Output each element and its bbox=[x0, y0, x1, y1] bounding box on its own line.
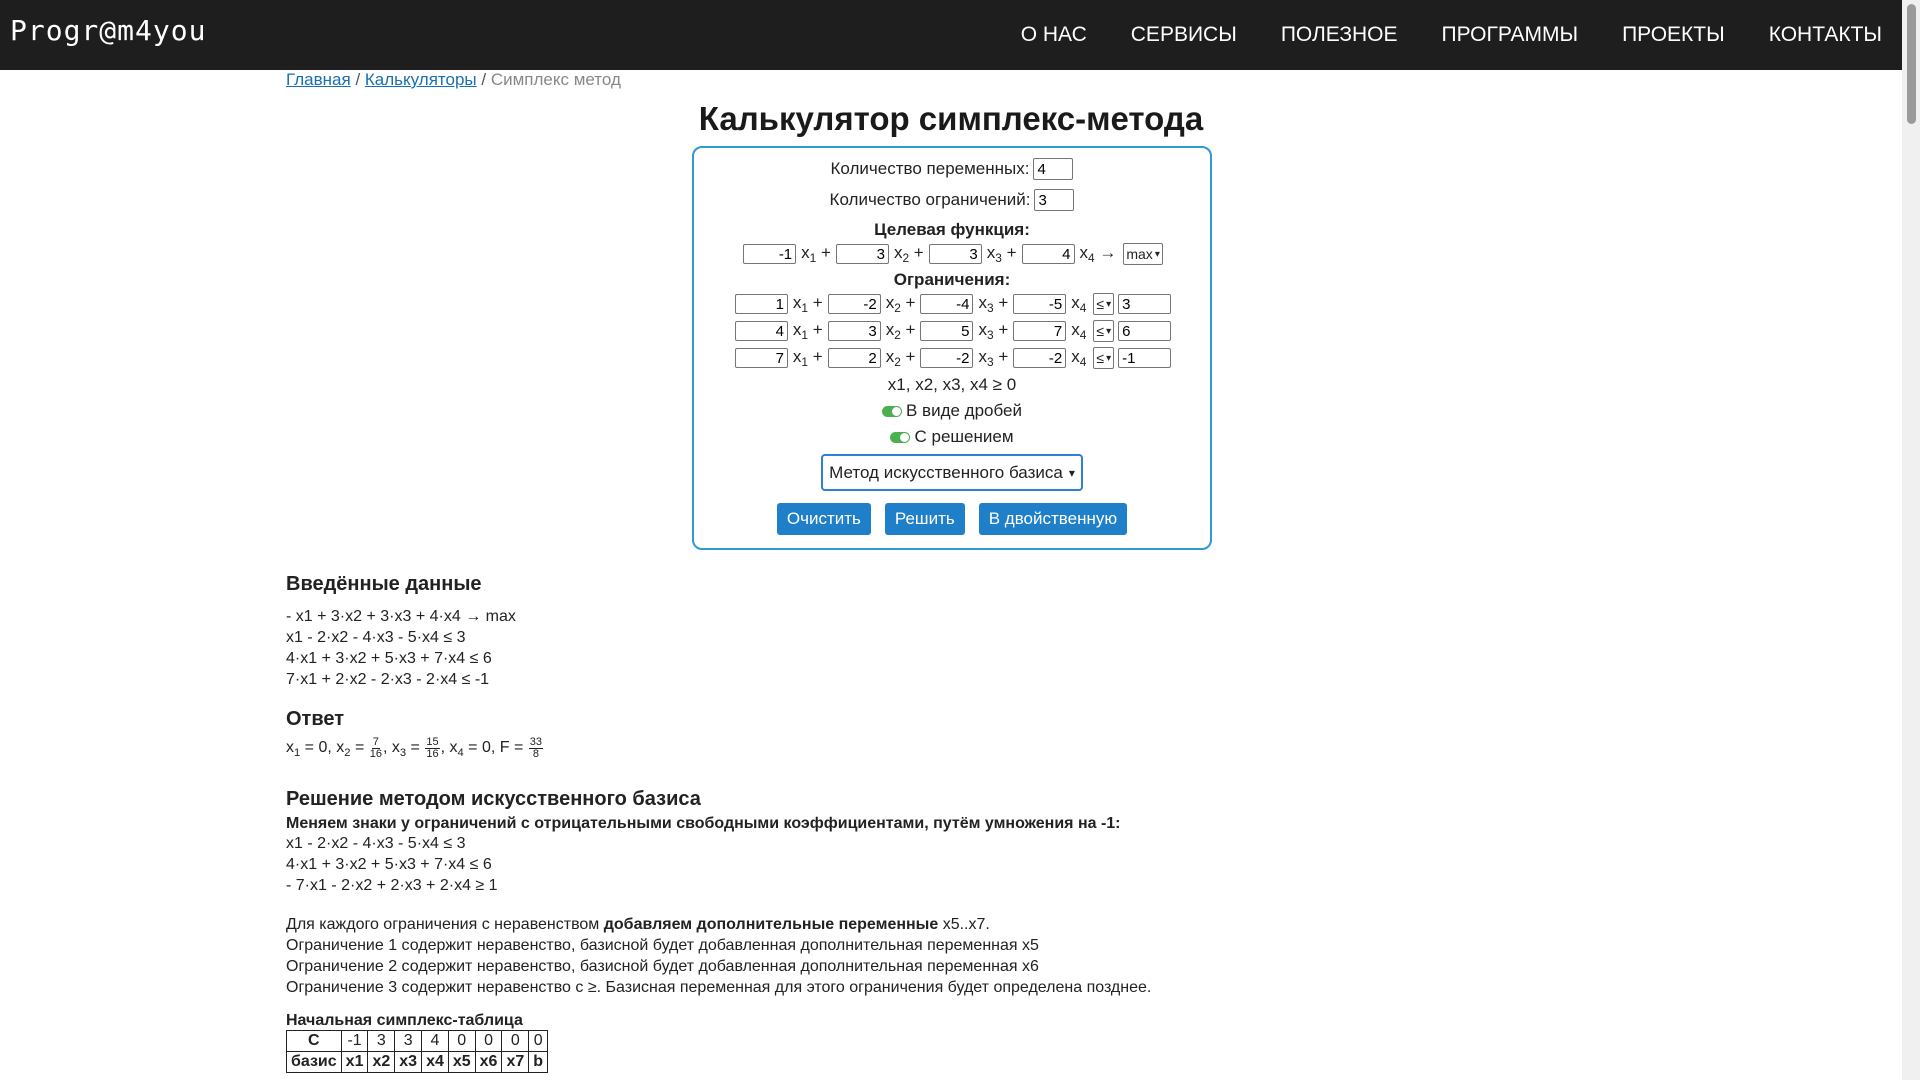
num-constraints-row bbox=[694, 189, 1210, 211]
step1-line: - 7·x1 - 2·x2 + 2·x3 + 2·x4 ≥ 1 bbox=[286, 877, 498, 894]
calculator-panel bbox=[692, 146, 1212, 550]
constraint-3-rhs[interactable] bbox=[1118, 348, 1171, 368]
toggle-solution-row bbox=[694, 427, 1210, 447]
answer-x3-fraction bbox=[425, 737, 439, 760]
solution-section bbox=[286, 788, 1586, 1073]
constraint-1-coef-x3[interactable] bbox=[920, 294, 973, 314]
num-constraints-label: Количество ограничений: bbox=[829, 190, 1031, 209]
objective-row bbox=[694, 243, 1210, 265]
step2-line: Ограничение 3 содержит неравенство с ≥. Базисная переменная для этого ограничения будет определена позднее. bbox=[286, 979, 1152, 996]
answer-x2-fraction bbox=[370, 737, 382, 760]
constraint-1-sign-value: ≤ bbox=[1096, 296, 1105, 312]
constraint-3-coef-x4[interactable] bbox=[1013, 348, 1066, 368]
answer-section bbox=[286, 708, 544, 760]
table-cell: 0 bbox=[475, 1031, 502, 1052]
step1-line: x1 - 2·x2 - 4·x3 - 5·x4 ≤ 3 bbox=[286, 835, 466, 852]
var-x3-label: $x_3$ + bbox=[978, 320, 1009, 342]
constraint-3-sign-select[interactable] bbox=[1093, 347, 1114, 369]
table-cell: x3 bbox=[395, 1052, 422, 1073]
nonnegativity-line: x1, x2, x3, x4 ≥ 0 bbox=[887, 375, 1017, 394]
table-cell: x5 bbox=[448, 1052, 475, 1073]
answer-x3: , $x_3$ = bbox=[382, 738, 425, 759]
top-navbar bbox=[0, 0, 1902, 70]
objective-label: Целевая функция: bbox=[874, 220, 1030, 239]
constraint-row-1 bbox=[694, 293, 1210, 315]
table-cell: -1 bbox=[341, 1031, 368, 1052]
objective-coef-x2[interactable] bbox=[836, 244, 889, 264]
breadcrumb-calculators[interactable]: Калькуляторы bbox=[364, 70, 477, 89]
num-constraints-input[interactable] bbox=[1034, 189, 1074, 211]
table-row bbox=[287, 1031, 548, 1052]
answer-x2: $x_2$ = bbox=[336, 738, 369, 759]
table-cell: базис bbox=[287, 1052, 342, 1073]
input-data-title: Введённые данные bbox=[286, 573, 482, 595]
dual-button[interactable]: В двойственную bbox=[979, 503, 1127, 535]
toggle-solution-label: С решением bbox=[914, 427, 1014, 446]
constraint-1-rhs[interactable] bbox=[1118, 294, 1171, 314]
table-cell: 4 bbox=[422, 1031, 449, 1052]
method-select-value: Метод искусственного базиса bbox=[829, 462, 1063, 482]
table-cell: 0 bbox=[502, 1031, 529, 1052]
clear-button[interactable]: Очистить bbox=[777, 503, 871, 535]
table-cell: 3 bbox=[395, 1031, 422, 1052]
nav-contacts[interactable]: КОНТАКТЫ bbox=[1768, 23, 1882, 46]
objective-coef-x4[interactable] bbox=[1022, 244, 1075, 264]
constraint-3-coef-x1[interactable] bbox=[735, 348, 788, 368]
answer-title: Ответ bbox=[286, 708, 345, 730]
input-line: - x1 + 3·x2 + 3·x3 + 4·x4 → max bbox=[286, 608, 516, 625]
constraint-row-2 bbox=[694, 320, 1210, 342]
constraint-2-coef-x1[interactable] bbox=[735, 321, 788, 341]
solve-button[interactable]: Решить bbox=[885, 503, 965, 535]
var-x1-label: $x_1$ + bbox=[792, 347, 823, 369]
constraint-2-coef-x3[interactable] bbox=[920, 321, 973, 341]
main-nav bbox=[977, 0, 1882, 70]
table-cell: 3 bbox=[368, 1031, 395, 1052]
num-vars-label: Количество переменных: bbox=[830, 159, 1030, 178]
table-cell: C bbox=[287, 1031, 342, 1052]
constraint-1-coef-x1[interactable] bbox=[735, 294, 788, 314]
step2-bold: добавляем дополнительные переменные bbox=[603, 916, 939, 933]
fraction-denominator: 16 bbox=[426, 748, 439, 760]
var-x1-label: $x_1$ + bbox=[801, 243, 831, 265]
constraint-2-sign-value: ≤ bbox=[1096, 323, 1105, 339]
var-x4-label: $x_4$ bbox=[1071, 347, 1087, 369]
answer-x4: , $x_4 = 0$, F = bbox=[440, 738, 528, 759]
num-vars-row bbox=[694, 158, 1210, 180]
constraint-1-sign-select[interactable] bbox=[1093, 293, 1114, 315]
step2-suffix: x5..x7. bbox=[938, 916, 990, 933]
page-title: Калькулятор симплекс-метода bbox=[698, 100, 1204, 137]
fraction-numerator: 15 bbox=[426, 736, 439, 748]
objective-direction-select[interactable] bbox=[1123, 243, 1162, 265]
fraction-numerator: 33 bbox=[529, 736, 543, 748]
objective-coef-x3[interactable] bbox=[929, 244, 982, 264]
nav-useful[interactable]: ПОЛЕЗНОЕ bbox=[1280, 23, 1398, 46]
toggle-solution-switch[interactable] bbox=[890, 432, 910, 443]
chevron-down-icon: ▾ bbox=[1106, 325, 1112, 337]
var-x1-label: $x_1$ + bbox=[792, 293, 823, 315]
num-vars-input[interactable] bbox=[1033, 158, 1073, 180]
var-x1-label: $x_1$ + bbox=[792, 320, 823, 342]
table-cell: x1 bbox=[341, 1052, 368, 1073]
constraint-2-coef-x4[interactable] bbox=[1013, 321, 1066, 341]
constraint-2-sign-select[interactable] bbox=[1093, 320, 1114, 342]
table-title: Начальная симплекс-таблица bbox=[286, 1012, 523, 1029]
var-x2-label: $x_2$ + bbox=[885, 320, 916, 342]
table-cell: x6 bbox=[475, 1052, 502, 1073]
constraint-row-3 bbox=[694, 347, 1210, 369]
input-line: x1 - 2·x2 - 4·x3 - 5·x4 ≤ 3 bbox=[286, 629, 466, 646]
chevron-down-icon: ▾ bbox=[1106, 352, 1112, 364]
simplex-table bbox=[286, 1030, 548, 1073]
table-row bbox=[287, 1052, 548, 1073]
table-cell: 0 bbox=[448, 1031, 475, 1052]
var-x3-label: $x_3$ + bbox=[978, 347, 1009, 369]
var-x4-label: $x_4$ bbox=[1071, 320, 1087, 342]
var-x2-label: $x_2$ + bbox=[885, 347, 916, 369]
step2-line: Ограничение 2 содержит неравенство, базисной будет добавленная дополнительная переменная x6 bbox=[286, 958, 1039, 975]
input-data-section bbox=[286, 573, 516, 690]
var-x2-label: $x_2$ + bbox=[885, 293, 916, 315]
chevron-down-icon: ▾ bbox=[1106, 298, 1112, 310]
constraint-3-coef-x2[interactable] bbox=[828, 348, 881, 368]
chevron-down-icon: ▾ bbox=[1068, 465, 1075, 480]
fraction-denominator: 16 bbox=[369, 748, 382, 760]
constraint-3-sign-value: ≤ bbox=[1096, 350, 1105, 366]
table-cell: x2 bbox=[368, 1052, 395, 1073]
breadcrumb-separator: / bbox=[476, 70, 491, 89]
toggle-fractions-row bbox=[694, 401, 1210, 421]
objective-direction-value: max bbox=[1126, 246, 1153, 262]
step2-line: Ограничение 1 содержит неравенство, базисной будет добавленная дополнительная переменная x5 bbox=[286, 937, 1039, 954]
scrollbar-thumb[interactable] bbox=[1907, 4, 1916, 124]
site-logo[interactable]: Progr@m4you bbox=[10, 14, 207, 47]
constraint-2-rhs[interactable] bbox=[1118, 321, 1171, 341]
fraction-denominator: 8 bbox=[532, 748, 539, 760]
constraints-label: Ограничения: bbox=[893, 270, 1011, 289]
constraint-3-coef-x3[interactable] bbox=[920, 348, 973, 368]
step2-prefix: Для каждого ограничения с неравенством bbox=[286, 916, 604, 933]
var-x4-label: $x_4$ → bbox=[1079, 243, 1117, 265]
input-line: 7·x1 + 2·x2 - 2·x3 - 2·x4 ≤ -1 bbox=[286, 671, 490, 688]
nav-programs[interactable]: ПРОГРАММЫ bbox=[1441, 23, 1579, 46]
constraint-2-coef-x2[interactable] bbox=[828, 321, 881, 341]
method-select[interactable] bbox=[821, 454, 1083, 491]
table-cell: x7 bbox=[502, 1052, 529, 1073]
table-cell: x4 bbox=[422, 1052, 449, 1073]
scrollbar[interactable] bbox=[1902, 0, 1920, 1080]
answer-x1: $x_1 = 0$, bbox=[286, 738, 337, 759]
breadcrumb-separator: / bbox=[350, 70, 365, 89]
toggle-fractions-switch[interactable] bbox=[882, 406, 902, 417]
var-x3-label: $x_3$ + bbox=[978, 293, 1009, 315]
nav-about[interactable]: О НАС bbox=[1020, 23, 1087, 46]
breadcrumb-home[interactable]: Главная bbox=[286, 70, 351, 89]
action-buttons bbox=[694, 503, 1210, 535]
method-row bbox=[694, 454, 1210, 491]
constraint-1-coef-x2[interactable] bbox=[828, 294, 881, 314]
objective-coef-x1[interactable] bbox=[743, 244, 796, 264]
var-x2-label: $x_2$ + bbox=[893, 243, 924, 265]
constraint-1-coef-x4[interactable] bbox=[1013, 294, 1066, 314]
var-x3-label: $x_3$ + bbox=[986, 243, 1017, 265]
step2-intro bbox=[286, 914, 1586, 935]
table-cell: 0 bbox=[529, 1031, 548, 1052]
table-cell: b bbox=[529, 1052, 548, 1073]
toggle-fractions-label: В виде дробей bbox=[905, 401, 1022, 420]
answer-x1-value: 0 bbox=[318, 738, 328, 756]
nav-projects[interactable]: ПРОЕКТЫ bbox=[1622, 23, 1725, 46]
breadcrumb bbox=[286, 70, 621, 90]
step1-title: Меняем знаки у ограничений с отрицательными свободными коэффициентами, путём умножения на -1: bbox=[286, 815, 1121, 832]
step1-line: 4·x1 + 3·x2 + 5·x3 + 7·x4 ≤ 6 bbox=[286, 856, 492, 873]
fraction-numerator: 7 bbox=[372, 736, 379, 748]
var-x4-label: $x_4$ bbox=[1071, 293, 1087, 315]
input-line: 4·x1 + 3·x2 + 5·x3 + 7·x4 ≤ 6 bbox=[286, 650, 492, 667]
nav-services[interactable]: СЕРВИСЫ bbox=[1130, 23, 1237, 46]
breadcrumb-current: Симплекс метод bbox=[490, 70, 621, 89]
solution-title: Решение методом искусственного базиса bbox=[286, 788, 701, 810]
input-data-lines bbox=[286, 606, 516, 690]
answer-x4-value: 0 bbox=[481, 738, 491, 756]
chevron-down-icon: ▾ bbox=[1154, 248, 1160, 260]
answer-f-fraction bbox=[529, 737, 543, 760]
answer-line bbox=[286, 737, 544, 760]
